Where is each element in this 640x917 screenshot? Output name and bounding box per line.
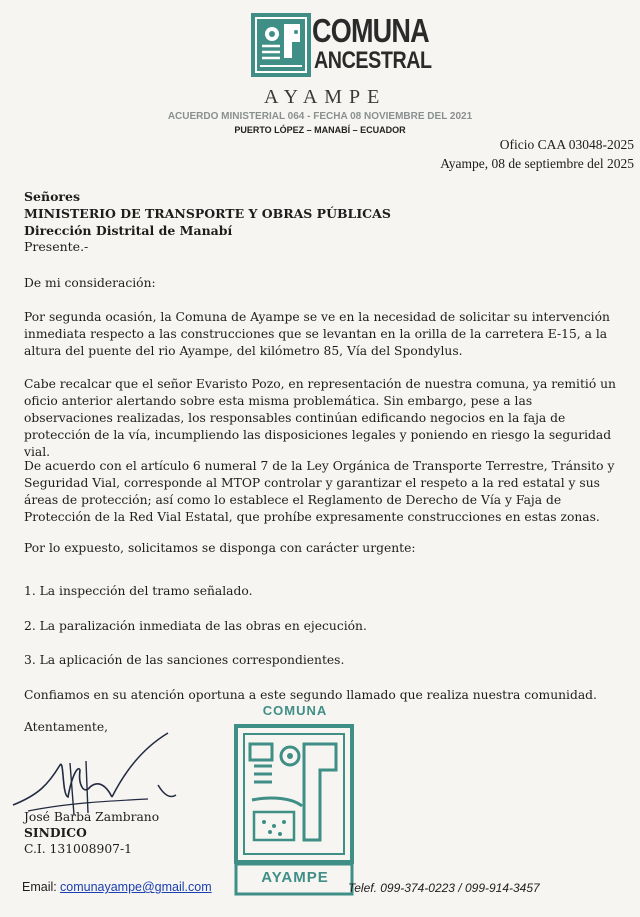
- body-paragraph-3: De acuerdo con el artículo 6 numeral 7 de la Ley Orgánica de Transporte Terrestre, Tránsito y Seguridad Vial, corresponde al MTOP controlar y garantizar el respeto a la red estatal y sus áreas de protección; así como lo establece el Reglamento de Derecho de Vía y Faja de Protección de la Red Vial Estatal, que prohíbe expresamente construcciones en estas zonas.: [24, 459, 615, 524]
- stamp-bottom-text: AYAMPE: [261, 869, 329, 886]
- recipient-ministry: MINISTERIO DE TRANSPORTE Y OBRAS PÚBLICAS: [24, 206, 391, 221]
- signer-role: SINDICO: [24, 825, 87, 840]
- closing-paragraph: Confiamos en su atención oportuna a este segundo llamado que realiza nuestra comunidad.: [24, 688, 597, 702]
- body-paragraph-1: Por segunda ocasión, la Comuna de Ayampe se ve en la necesidad de solicitar su intervención inmediata respecto a las construcciones que se levantan en la orilla de la carretera E-15, a la altura del puente del rio Ayampe, del kilómetro 85, Vía del Spondylus.: [24, 310, 610, 358]
- ministerial-decree: ACUERDO MINISTERIAL 064 - FECHA 08 NOVIEMBRE DEL 2021: [167, 111, 473, 122]
- brand-title-ancestral: ANCESTRAL: [314, 47, 432, 74]
- stamp-top-text: COMUNA: [262, 703, 328, 718]
- footer-phones: Telef. 099-374-0223 / 099-914-3457: [348, 881, 540, 895]
- office-date: Ayampe, 08 de septiembre del 2025: [440, 156, 634, 171]
- footer-email-label: Email:: [22, 880, 57, 894]
- signer-id: C.I. 131008907-1: [24, 842, 132, 856]
- farewell: Atentamente,: [24, 720, 109, 734]
- office-number: Oficio CAA 03048-2025: [499, 137, 634, 152]
- brand-title-ayampe: AYAMPE: [264, 86, 387, 108]
- brand-title-comuna: COMUNA: [312, 12, 429, 49]
- location-line: PUERTO LÓPEZ – MANABÍ – ECUADOR: [234, 125, 406, 135]
- recipient-direction: Dirección Distrital de Manabí: [24, 223, 233, 238]
- request-item-1: 1. La inspección del tramo señalado.: [24, 584, 253, 598]
- recipient-salutation: Señores: [24, 189, 80, 204]
- signer-name: José Barba Zambrano: [24, 810, 160, 824]
- recipient-presente: Presente.-: [24, 239, 89, 254]
- request-item-2: 2. La paralización inmediata de las obras en ejecución.: [24, 619, 367, 633]
- comuna-logo-emblem: [250, 12, 312, 78]
- greeting: De mi consideración:: [24, 276, 156, 290]
- body-paragraph-2: Cabe recalcar que el señor Evaristo Pozo, en representación de nuestra comuna, ya remitió un oficio anterior alertando sobre esta misma problemática. Sin embargo, pese a las observaciones realizadas, los responsables continúan edificando negocios en la faja de protección de la vía, incumpliendo las disposiciones legales y poniendo en riesgo la seguridad vial.: [24, 377, 616, 459]
- body-paragraph-4: Por lo expuesto, solicitamos se disponga con carácter urgente:: [24, 541, 416, 555]
- footer-email-link[interactable]: comunayampe@gmail.com: [60, 880, 212, 894]
- request-item-3: 3. La aplicación de las sanciones correspondientes.: [24, 653, 345, 667]
- handwritten-signature: [8, 725, 178, 820]
